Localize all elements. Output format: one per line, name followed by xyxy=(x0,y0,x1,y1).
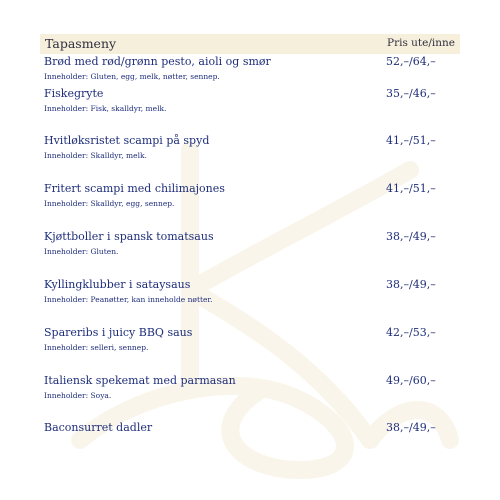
item-price: 49,–/60,– xyxy=(386,374,436,387)
item-allergens: Inneholder: selleri, sennep. xyxy=(44,343,149,352)
item-price: 42,–/53,– xyxy=(386,326,436,339)
item-name: Hvitløksristet scampi på spyd xyxy=(44,134,210,147)
item-price: 41,–/51,– xyxy=(386,134,436,147)
item-allergens: Inneholder: Skalldyr, melk. xyxy=(44,151,147,160)
item-price: 41,–/51,– xyxy=(386,182,436,195)
item-price: 38,–/49,– xyxy=(386,278,436,291)
item-allergens: Inneholder: Gluten. xyxy=(44,247,119,256)
item-allergens: Inneholder: Fisk, skalldyr, melk. xyxy=(44,104,167,113)
item-name: Fritert scampi med chilimajones xyxy=(44,182,225,195)
item-allergens: Inneholder: Peanøtter, kan inneholde nøtter. xyxy=(44,295,213,304)
item-name: Spareribs i juicy BBQ saus xyxy=(44,326,193,339)
item-price: 38,–/49,– xyxy=(386,421,436,434)
item-name: Baconsurret dadler xyxy=(44,421,153,434)
item-name: Kyllingklubber i sataysaus xyxy=(44,278,191,291)
item-price: 38,–/49,– xyxy=(386,230,436,243)
menu-header xyxy=(40,34,460,54)
item-name: Italiensk spekemat med parmasan xyxy=(44,374,236,387)
item-price: 52,–/64,– xyxy=(386,55,436,68)
item-name: Kjøttboller i spansk tomatsaus xyxy=(44,230,214,243)
item-allergens: Inneholder: Soya. xyxy=(44,391,112,400)
item-name: Brød med rød/grønn pesto, aioli og smør xyxy=(44,55,271,68)
price-column-label: Pris ute/inne xyxy=(387,37,455,49)
menu-title: Tapasmeny xyxy=(45,36,117,51)
item-allergens: Inneholder: Skalldyr, egg, sennep. xyxy=(44,199,175,208)
item-price: 35,–/46,– xyxy=(386,87,436,100)
item-allergens: Inneholder: Gluten, egg, melk, nøtter, sennep. xyxy=(44,72,220,81)
item-name: Fiskegryte xyxy=(44,87,104,100)
